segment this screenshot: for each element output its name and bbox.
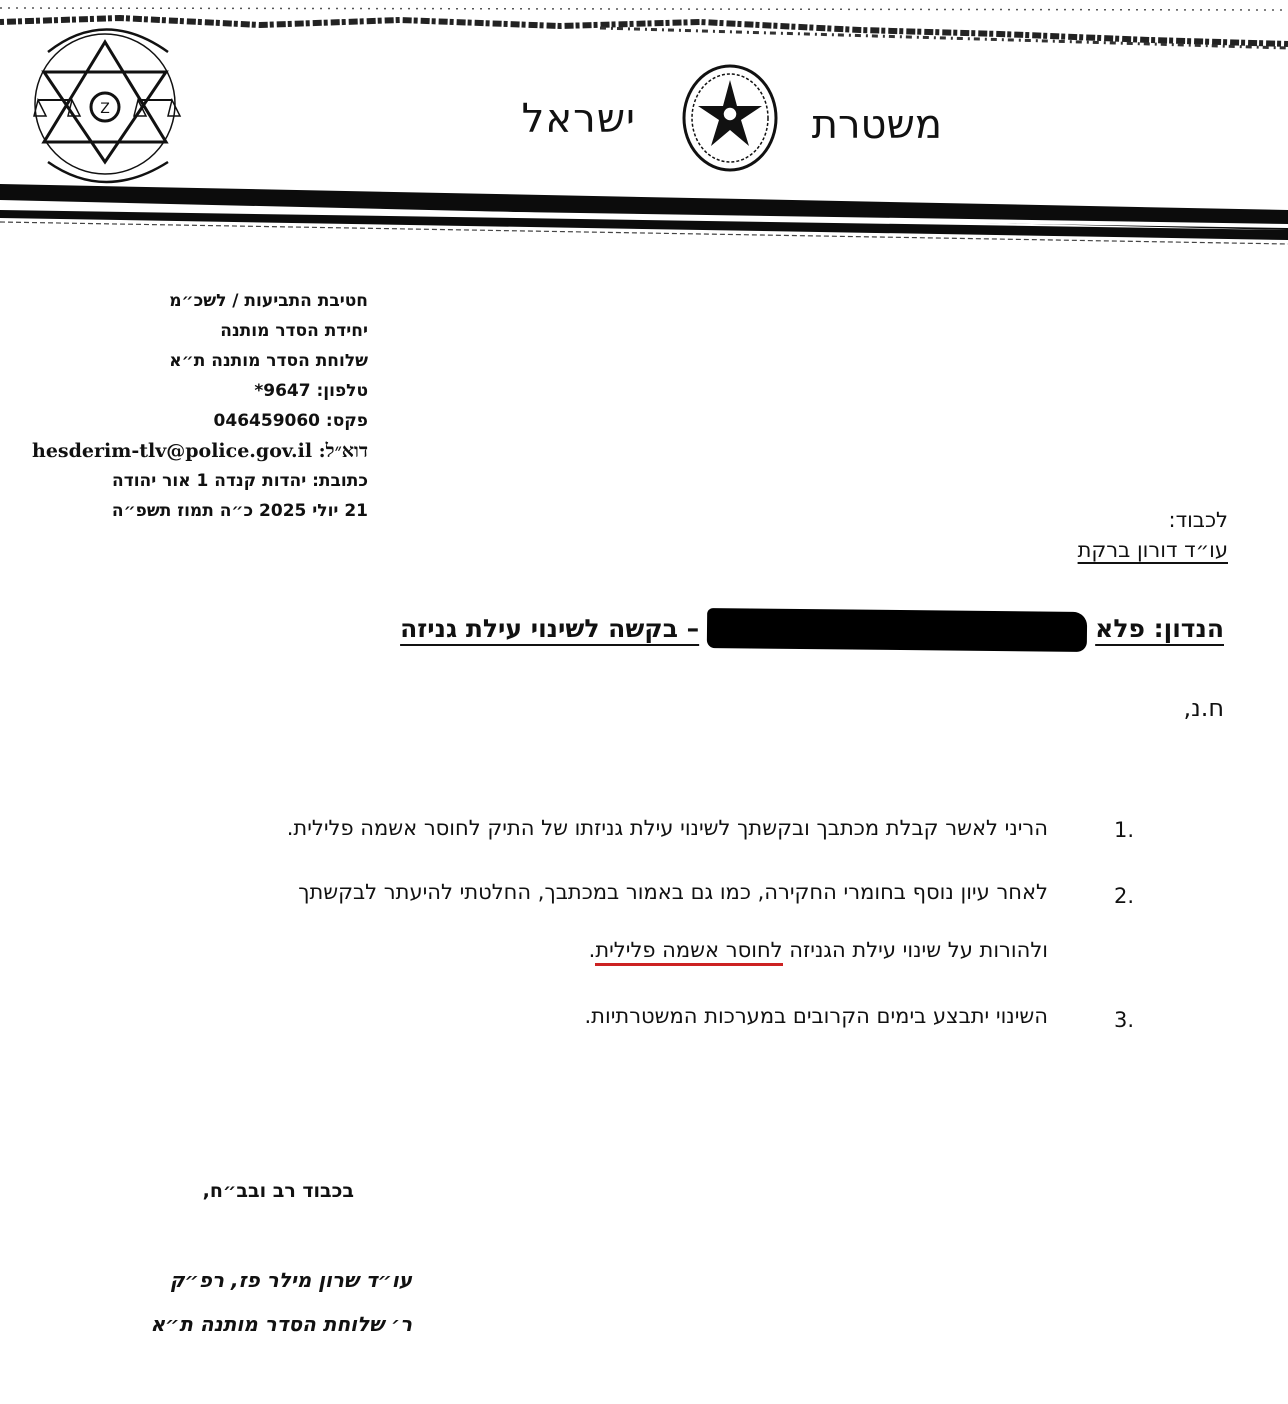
sender-line1: חטיבת התביעות / לשכ״מ [169, 291, 368, 311]
prosecution-division-emblem [18, 12, 193, 187]
recipient-label: לכבוד: [1168, 508, 1228, 532]
header-org-word1: משטרת [811, 102, 942, 148]
item2-text-post: . [588, 938, 596, 962]
body-item-2-line2 [589, 938, 1048, 962]
item-number: 3. [1113, 1008, 1134, 1032]
header-org-word2: ישראל [521, 96, 636, 142]
body-item-3: השינוי יתבצע בימים הקרובים במערכות המשטרתיות. [584, 1004, 1048, 1028]
subject-label: הנדון: פלא [1095, 614, 1224, 643]
item-number: 1. [1113, 818, 1134, 842]
header-divider [0, 178, 1288, 250]
closing-phrase: בכבוד רב ובב״ח, [202, 1180, 354, 1202]
svg-text:Z: Z [100, 101, 110, 117]
redaction-bar [707, 608, 1087, 652]
israel-police-emblem [680, 62, 780, 174]
subject-line [400, 610, 1224, 650]
item2-highlighted-phrase: לחוסר אשמה פלילית [595, 938, 782, 966]
letter-date: 21 יולי 2025 כ״ה תמוז תשפ״ה [111, 501, 368, 521]
recipient-block [1078, 505, 1228, 565]
body-item-1: הריני לאשר קבלת מכתבך ובקשתך לשינוי עילת גניזתו של התיק לחוסר אשמה פלילית. [286, 816, 1048, 840]
sender-fax: פקס: 046459060 [213, 411, 368, 431]
subject-text: – בקשה לשינוי עילת גניזה [400, 614, 700, 643]
greeting: ח.נ, [1183, 694, 1224, 722]
sender-line2: יחידת הסדר מותנה [220, 321, 368, 341]
signature-title: ר׳ שלוחת הסדר מותנה ת״א [150, 1312, 412, 1336]
sender-line3: שלוחת הסדר מותנה ת״א [169, 351, 368, 371]
sender-email: hesderim-tlv@police.gov.il [32, 440, 313, 462]
sender-email-row [8, 436, 368, 466]
item2-text-pre: ולהורות על שינוי עילת הגניזה [782, 938, 1048, 962]
recipient-name: עו״ד דורון ברקת [1077, 538, 1228, 562]
sender-phone: טלפון: 9647* [254, 381, 368, 401]
item-number: 2. [1113, 884, 1134, 908]
scan-top-edge [0, 0, 1288, 60]
body-item-2-line1: לאחר עיון נוסף בחומרי החקירה, כמו גם באמור במכתבך, החלטתי להיעתר לבקשתך [298, 880, 1048, 904]
sender-block [8, 286, 368, 526]
sender-address: כתובת: יהדות קנדה 1 אור יהודה [112, 471, 368, 491]
signature-name: עו״ד שרון מילר פז, רפ״ק [169, 1268, 412, 1292]
sender-email-label: דוא״ל: [318, 440, 368, 462]
